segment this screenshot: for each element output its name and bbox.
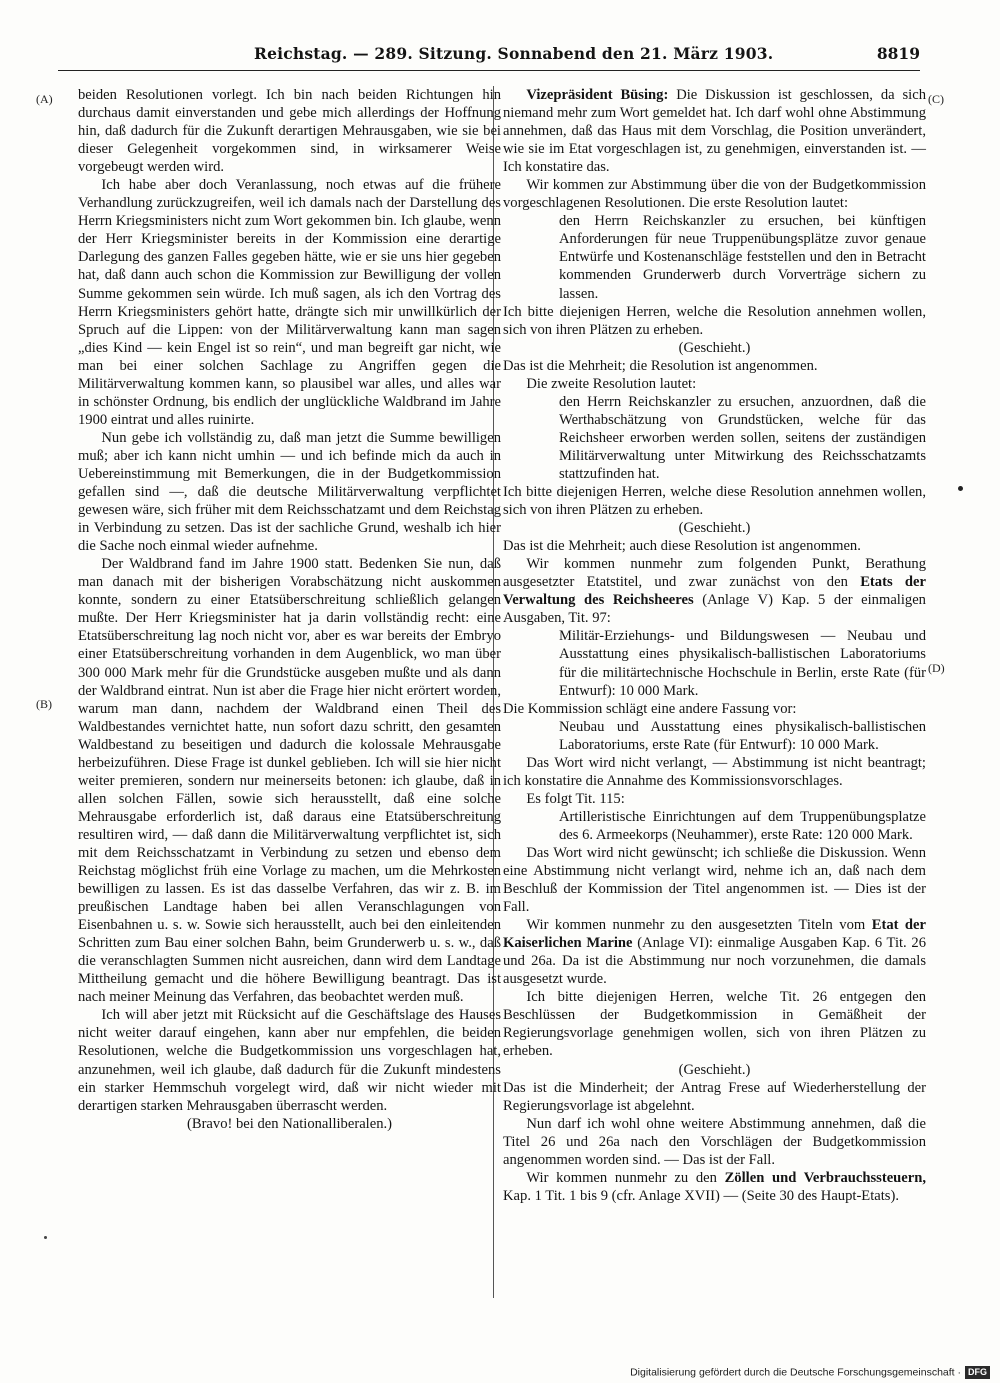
- right-paragraph-5: Die zweite Resolution lautet:: [526, 375, 697, 392]
- right-paragraph-4: Das ist die Mehrheit; die Resolution ist angenommen.: [503, 357, 818, 374]
- title-quote-3: Militär-Erziehungs- und Bildungswesen — Neubau und Ausstattung eines physikalisch-ballistischen Laboratoriums für die militärtechnische Hochschule in Berlin, erste Rate (für Entwurf): 10 000 Mark.: [559, 628, 926, 699]
- left-column: [78, 86, 501, 1133]
- resolution-quote-2: den Herrn Reichskanzler zu ersuchen, anzuordnen, daß die Werthabschätzung von Grundstücken, welche für das Reichsheer erworben werden sollen, seitens der zuständigen Militärverwaltung unter Mitwirkung des Reichsschatzamts stattzufinden hat.: [559, 393, 926, 482]
- right-paragraph-2: Wir kommen zur Abstimmung über die von der Budgetkommission vorgeschlagenen Resolutionen. Die erste Resolution lautet:: [503, 177, 926, 212]
- right-paragraph-13-text-a: Wir kommen nunmehr zu den ausgesetzten Titeln vom: [526, 917, 866, 934]
- footer-credit: Digitalisierung gefördert durch die Deutsche Forschungsgemeinschaft ·: [630, 1366, 961, 1379]
- title-quote-4: Neubau und Ausstattung eines physikalisch-ballistischen Laboratoriums, erste Rate (für Entwurf): 10 000 Mark.: [559, 718, 926, 753]
- right-paragraph-6: Ich bitte diejenigen Herren, welche diese Resolution annehmen wollen, sich von ihren Plätzen zu erheben.: [503, 484, 926, 519]
- right-paragraph-8: [503, 555, 926, 627]
- resolution-quote-1: den Herrn Reichskanzler zu ersuchen, bei künftigen Anforderungen für neue Truppenübungsplätze zuvor genaue Entwürfe und Kostenanschläge feststellen und den in Betracht kommenden Grunderwerb durch Vorverträge sichern zu lassen.: [559, 213, 926, 302]
- page-header: [58, 44, 920, 68]
- right-paragraph-17-text-a: Wir kommen nunmehr zu den: [526, 1169, 717, 1186]
- left-applause-note: (Bravo! bei den Nationalliberalen.): [186, 1115, 393, 1132]
- right-paragraph-7: Das ist die Mehrheit; auch diese Resolution ist angenommen.: [503, 538, 861, 555]
- right-paragraph-17: [503, 1169, 926, 1205]
- etat-heading-heer: Etats der Verwaltung des Reichsheeres: [503, 574, 926, 609]
- right-paragraph-9: Die Kommission schlägt eine andere Fassung vor:: [503, 700, 797, 717]
- right-paragraph-1: [503, 86, 926, 176]
- left-paragraph-4: Der Waldbrand fand im Jahre 1900 statt. Bedenken Sie nun, daß man danach mit der bisherigen Vorabschätzung nicht auskommen konnte, sondern zu einer Etatsüberschreitung schließlich gelangen mußte. Der Herr Kriegsminister hat ja darin vollständig recht: eine Etatsüberschreitung lag noch nicht vor, aber es war bereits der Embryo einer Etatsüberschreitung vorhanden in dem Augenblick, wo man über 300 000 Mark mehr für die Grundstücke ausgeben mußte und als dann der Waldbrand eintrat. Nun ist aber die Frage hier nicht erörtert worden, warum man dann, nachdem der Waldbrand einen Theil des Waldbestandes vernichtet hatte, nun sofort dazu schritt, den gesamten Waldbestand zu beseitigen und dadurch die kolossale Mehrausgabe herbeizuführen. Diese Frage ist dunkel geblieben. Ich will sie hier nicht weiter premieren, sondern nur meinerseits betonen: ich glaube, daß in allen solchen Fällen, sowie sich herausstellt, daß eine solche Mehrausgabe erforderlich ist, daß daraus eine Etatsüberschreitung resultiren wird, — daß dann die Militärverwaltung verpflichtet ist, sich mit dem Reichsschatzamt in Verbindung zu setzen und ebenso dem Reichstag möglichst früh eine Vorlage zu machen, um die Mehrkosten bewilligen zu lassen. Es ist das dasselbe Verfahren, das wir z. B. im preußischen Landtage haben bei allen Veranschlagungen von Eisenbahnen u. s. w. Sowie sich herausstellt, auch bei den einleitenden Schritten zum Bau einer solchen Bahn, beim Grunderwerb u. s. w., daß die veranschlagten Summen nicht ausreichen, dann wird dem Landtage Mittheilung gemacht und die höhere Bewilligung beantragt. Das ist nach meiner Meinung das Verfahren, das beobachtet werden muß.: [78, 556, 501, 1006]
- left-paragraph-2: Ich habe aber doch Veranlassung, noch etwas auf die frühere Verhandlung zurückzugreifen, weil ich damals nach der Darstellung des Herrn Kriegsministers nicht zum Wort gekommen bin. Ich glaube, wenn der Herr Kriegsminister bereits in der Kommission eine derartige Darlegung des ganzen Falles gegeben hätte, wie er sie uns hier gegeben hat, daß dann auch schon die Kommission zur Bewilligung der vollen Summe gekommen sein würde. Ich muß sagen, als ich den Vortrag des Herrn Kriegsministers gehört hatte, drängte sich mir unwillkürlich der Spruch auf die Lippen: von der Militärverwaltung kann man sagen „dies Kind — kein Engel ist so rein“, und man begreift gar nicht, wie man bei einer solchen Sachlage zu Angriffen gegen die Militärverwaltung kommen kann, so plausibel war alles, und alles war in schönster Ordnung, bis endlich der unglückliche Waldbrand im Jahre 1900 eintrat und alles ruinirte.: [78, 177, 501, 428]
- right-column: [503, 86, 926, 1205]
- left-paragraph-5: Ich will aber jetzt mit Rücksicht auf die Geschäftslage des Hauses nicht weiter darauf eingehen, kann aber nur empfehlen, die beiden Resolutionen, welche die Budgetkommission uns vorgeschlagen hat, anzunehmen, weil ich glaube, daß dadurch für die Zukunft mindestens ein starker Hemmschuh vorgelegt wird, daß wir nicht wieder mit derartigen starken Mehrausgaben überrascht werden.: [78, 1007, 501, 1114]
- etat-heading-marine: Etat der Kaiserlichen Marine: [503, 917, 926, 952]
- right-paragraph-15: Das ist die Minderheit; der Antrag Frese auf Wiederherstellung der Regierungsvorlage ist abgelehnt.: [503, 1079, 926, 1114]
- dfg-logo: DFG: [965, 1366, 990, 1379]
- right-paragraph-16: Nun darf ich wohl ohne weitere Abstimmung annehmen, daß die Titel 26 und 26a nach den Vorschlägen der Budgetkommission angenommen worden sind. — Das ist der Fall.: [503, 1115, 926, 1168]
- margin-dot: [958, 486, 963, 491]
- page-title: Reichstag. — 289. Sitzung. Sonnabend den 21. März 1903.: [254, 44, 774, 63]
- right-paragraph-8-text-b: (Anlage V) Kap. 5 der einmaligen Ausgaben, Tit. 97:: [503, 592, 926, 627]
- right-paragraph-10: Das Wort wird nicht verlangt, — Abstimmung ist nicht beantragt; ich konstatire die Annahme des Kommissionsvorschlages.: [503, 754, 926, 789]
- stage-note-1: (Geschieht.): [678, 339, 751, 356]
- margin-mark-a: (A): [36, 92, 53, 106]
- margin-mark-c: (C): [928, 92, 944, 106]
- right-paragraph-12: Das Wort wird nicht gewünscht; ich schließe die Diskussion. Wenn eine Abstimmung nicht verlangt wird, nehme ich an, daß nach dem Beschluß der Kommission der Titel angenommen ist. — Dies ist der Fall.: [503, 844, 926, 916]
- stage-note-2: (Geschieht.): [678, 520, 751, 537]
- speaker-name: Vizepräsident Büsing:: [526, 87, 669, 103]
- right-paragraph-8-text-a: Wir kommen nunmehr zum folgenden Punkt, Berathung ausgesetzter Etatstitel, und zwar zunächst von den: [503, 556, 926, 591]
- left-paragraph-1: beiden Resolutionen vorlegt. Ich bin nach beiden Richtungen hin durchaus damit einverstanden und gebe mich allerdings der Hoffnung hin, daß dadurch für die Zukunft derartigen Mehrausgaben, wie sie bei dieser Gelegenheit vorgekommen sind, in wirksamerer Weise vorgebeugt werden wird.: [78, 87, 501, 176]
- right-paragraph-1-text: Die Diskussion ist geschlossen, da sich niemand mehr zum Wort gemeldet hat. Ich darf wohl ohne Abstimmung annehmen, daß das Haus mit dem Vorschlag, die Position unverändert, wie sie im Etat vorgeschlagen ist, zu genehmigen, einverstanden ist. — Ich konstatire das.: [503, 87, 926, 176]
- right-paragraph-3: Ich bitte diejenigen Herren, welche die Resolution annehmen wollen, sich von ihren Plätzen zu erheben.: [503, 303, 926, 338]
- page-number: 8819: [876, 44, 920, 63]
- right-paragraph-13-text-b: (Anlage VI): einmalige Ausgaben Kap. 6 Tit. 26 und 26a. Da ist die Abstimmung nur noch vorzunehmen, die damals ausgesetzt wurde.: [503, 935, 926, 988]
- right-paragraph-11: Es folgt Tit. 115:: [526, 790, 625, 807]
- right-paragraph-13: [503, 916, 926, 988]
- etat-heading-zoelle: Zöllen und Verbrauchssteuern,: [724, 1169, 927, 1186]
- right-paragraph-14: Ich bitte diejenigen Herren, welche Tit. 26 entgegen den Beschlüssen der Budgetkommission in Gemäßheit der Regierungsvorlage genehmigen wollen, sich von ihren Plätzen zu erheben.: [503, 989, 926, 1060]
- footer: [620, 1366, 990, 1382]
- right-paragraph-17-text-b: Kap. 1 Tit. 1 bis 9 (cfr. Anlage XVII) — (Seite 30 des Haupt-Etats).: [503, 1187, 899, 1204]
- stage-note-3: (Geschieht.): [678, 1061, 751, 1078]
- margin-mark-b: (B): [36, 697, 52, 711]
- left-paragraph-3: Nun gebe ich vollständig zu, daß man jetzt die Summe bewilligen muß; aber ich kann nicht umhin — und ich befinde mich da auch in Uebereinstimmung mit Bemerkungen, die in der Budgetkommission gefallen sind —, daß die deutsche Militärverwaltung verpflichtet gewesen wäre, sich früher mit dem Reichsschatzamt und dem Reichstag in Verbindung zu setzen. Das ist der sachliche Grund, weshalb ich hier die Sache noch einmal wieder aufnehme.: [78, 429, 501, 555]
- title-quote-5: Artilleristische Einrichtungen auf dem Truppenübungsplatze des 6. Armeekorps (Neuhammer), erste Rate: 120 000 Mark.: [559, 808, 926, 843]
- margin-dot-small: [44, 1236, 47, 1239]
- header-rule: [58, 70, 920, 71]
- margin-mark-d: (D): [928, 661, 945, 675]
